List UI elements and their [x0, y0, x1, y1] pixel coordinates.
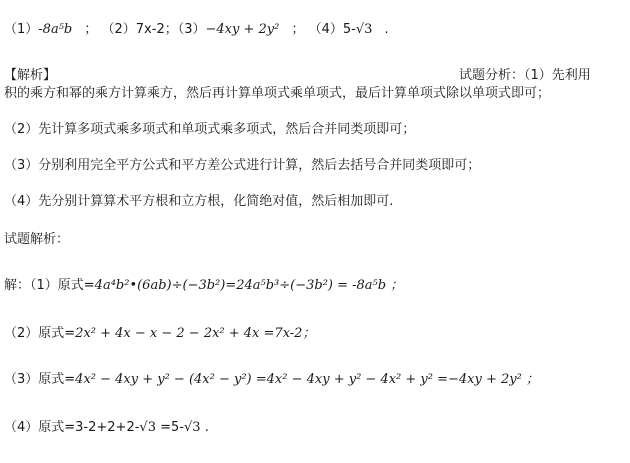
analysis-line-3: （3）分别利用完全平方公式和平方差公式进行计算，然后去括号合并同类项即可； [4, 158, 481, 173]
answers-line: （1）-8a⁵b ； （2）7x-2；（3）−4xy + 2y² ； （4）5-√3 . [4, 22, 389, 37]
answer-2-3-label: （2）7x-2；（3） [101, 22, 206, 37]
solution-step-1-label: 解：（1）原式= [4, 278, 95, 293]
solution-step-3-expr: 4x² − 4xy + y² − (4x² − y²) =4x² − 4xy + y² − 4x² + y² =−4xy + 2y² ； [75, 372, 539, 387]
solution-heading: 试题解析： [4, 232, 70, 247]
solution-step-3-label: （3）原式= [4, 372, 76, 387]
analysis-label: 试题分析：（1）先利用 [459, 68, 591, 83]
analysis-line-4: （4）先分别计算算术平方根和立方根，化简绝对值，然后相加即可. [4, 194, 394, 209]
analysis-heading: 【解析】 [4, 68, 57, 83]
answer-1-label: （1） [4, 22, 39, 37]
solution-step-4-sqrt-a: √3 [139, 420, 156, 435]
solution-step-2 [4, 326, 315, 342]
analysis-line-1: 积的乘方和幂的乘方计算乘方，然后再计算单项式乘单项式，最后计算单项式除以单项式即可； [4, 86, 551, 101]
solution-step-4-label: （4）原式=3-2+2+2- [4, 420, 140, 435]
answer-end: . [384, 22, 389, 37]
solution-step-4 [4, 420, 209, 436]
solution-step-4-mid: =5- [160, 420, 184, 435]
solution-step-4-sqrt-b: √3 [183, 420, 201, 435]
solution-step-4-end: . [204, 420, 209, 435]
solution-step-1-expr: 4a⁴b²•(6ab)÷(−3b²)=24a⁵b³÷(−3b²) = -8a⁵b ； [94, 278, 404, 293]
answer-4-label: （4）5- [308, 22, 356, 37]
analysis-line-2: （2）先计算多项式乘多项式和单项式乘多项式，然后合并同类项即可； [4, 122, 416, 137]
solution-step-1 [4, 278, 403, 294]
answer-1-expr: -8a⁵b [38, 22, 73, 37]
solution-step-2-label: （2）原式= [4, 326, 76, 341]
solution-step-3 [4, 372, 539, 388]
answer-4-sqrt: √3 [355, 22, 373, 37]
answer-3-expr: −4xy + 2y² [205, 22, 280, 37]
solution-step-2-expr: 2x² + 4x − x − 2 − 2x² + 4x =7x-2； [75, 326, 316, 341]
